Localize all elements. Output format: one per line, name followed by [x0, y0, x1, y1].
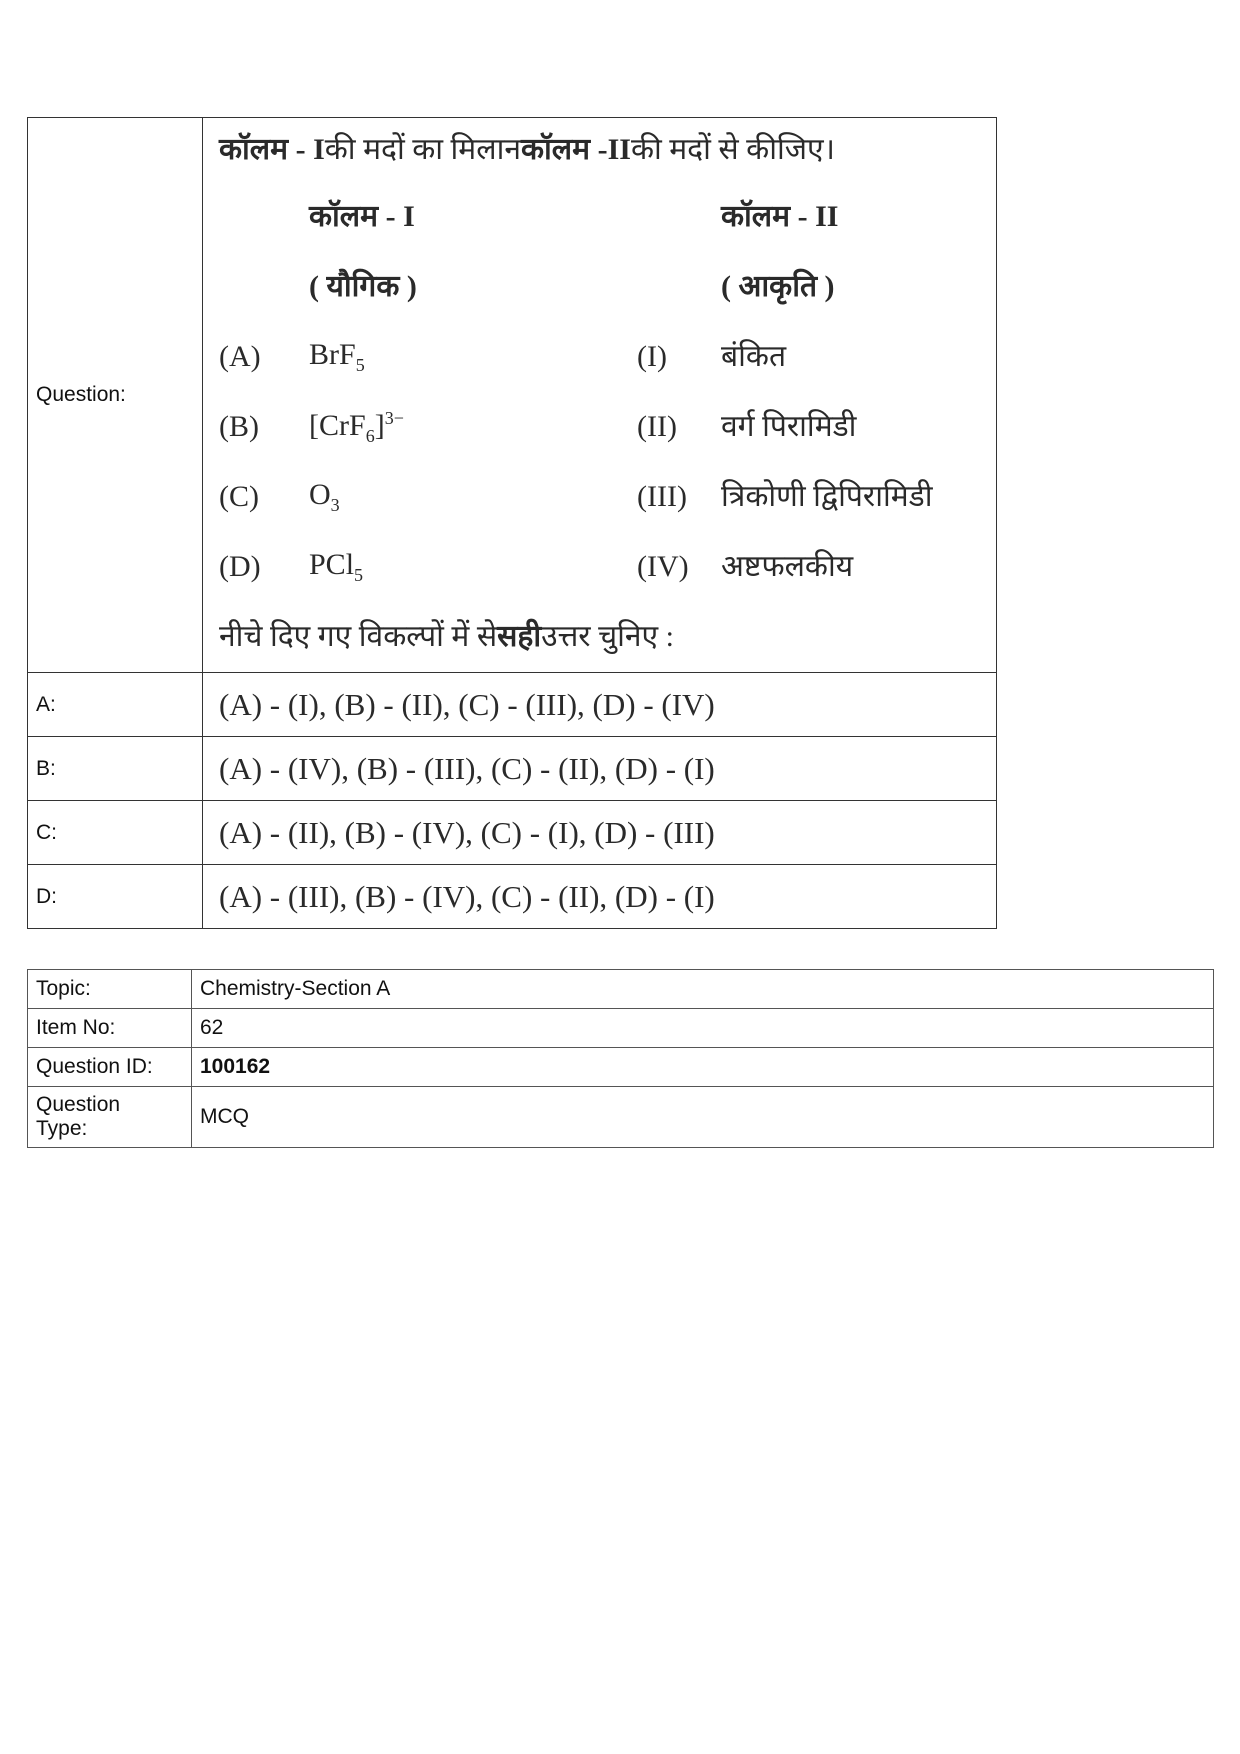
question-table [27, 117, 997, 929]
row-tag: (A) [219, 340, 261, 373]
question-label: Question: [28, 118, 203, 673]
question-footer: नीचे दिए गए विकल्पों में से सही उत्तर चुनिए : [219, 620, 674, 653]
option-label: B: [28, 737, 203, 801]
compound: BrF$_5$ [309, 338, 365, 375]
row-tag: (D) [219, 550, 261, 583]
instruction-col1: कॉलम - I [219, 133, 325, 166]
footer-emphasis: सही [497, 620, 542, 653]
compound: PCl$_5$ [309, 548, 364, 585]
option-label: A: [28, 673, 203, 737]
column-headings [219, 182, 996, 252]
option-row-b [28, 737, 997, 801]
column1-subheading: ( यौगिक ) [309, 270, 417, 303]
meta-qid-row [28, 1048, 1214, 1087]
option-row-a [28, 673, 997, 737]
instruction-col2: कॉलम -II [521, 133, 631, 166]
match-row-a [219, 322, 996, 392]
compound: $O_3$ [309, 478, 340, 515]
option-row-c [28, 801, 997, 865]
qtype-value: MCQ [192, 1087, 1214, 1148]
question-instruction [219, 118, 996, 182]
roman-tag: (II) [637, 410, 677, 443]
qid-value: 100162 [192, 1048, 1214, 1087]
instruction-text-2: की मदों से कीजिए। [630, 133, 835, 166]
match-row-b [219, 392, 996, 462]
meta-table [27, 969, 1214, 1148]
column2-subheading: ( आकृति ) [721, 270, 835, 303]
qtype-label: Question Type: [28, 1087, 192, 1148]
column-subheadings [219, 252, 996, 322]
meta-topic-row [28, 970, 1214, 1009]
item-value: 62 [192, 1009, 1214, 1048]
question-row [28, 118, 997, 673]
option-text: (A) - (I), (B) - (II), (C) - (III), (D) - (IV) [219, 686, 715, 722]
option-row-d [28, 865, 997, 929]
option-label: C: [28, 801, 203, 865]
option-label: D: [28, 865, 203, 929]
option-text: (A) - (III), (B) - (IV), (C) - (II), (D) - (I) [219, 878, 715, 914]
match-row-d [219, 532, 996, 602]
roman-tag: (III) [637, 480, 687, 513]
column1-heading: कॉलम - I [309, 200, 415, 233]
meta-qtype-row [28, 1087, 1214, 1148]
compound: $[CrF_6]^{3-}$ [309, 408, 404, 446]
question-body [203, 118, 997, 673]
topic-label: Topic: [28, 970, 192, 1009]
match-row-c [219, 462, 996, 532]
qid-label: Question ID: [28, 1048, 192, 1087]
row-tag: (B) [219, 410, 259, 443]
shape: बंकित [721, 340, 787, 373]
instruction-text-1: की मदों का मिलान [324, 133, 521, 166]
shape: वर्ग पिरामिडी [721, 410, 857, 443]
item-label: Item No: [28, 1009, 192, 1048]
roman-tag: (I) [637, 340, 667, 373]
option-text: (A) - (II), (B) - (IV), (C) - (I), (D) - (III) [219, 814, 715, 850]
roman-tag: (IV) [637, 550, 689, 583]
shape: अष्टफलकीय [721, 550, 854, 583]
option-text: (A) - (IV), (B) - (III), (C) - (II), (D) - (I) [219, 750, 715, 786]
topic-value: Chemistry-Section A [192, 970, 1214, 1009]
row-tag: (C) [219, 480, 259, 513]
meta-item-row [28, 1009, 1214, 1048]
column2-heading: कॉलम - II [721, 200, 839, 233]
shape: त्रिकोणी द्विपिरामिडी [721, 480, 933, 513]
